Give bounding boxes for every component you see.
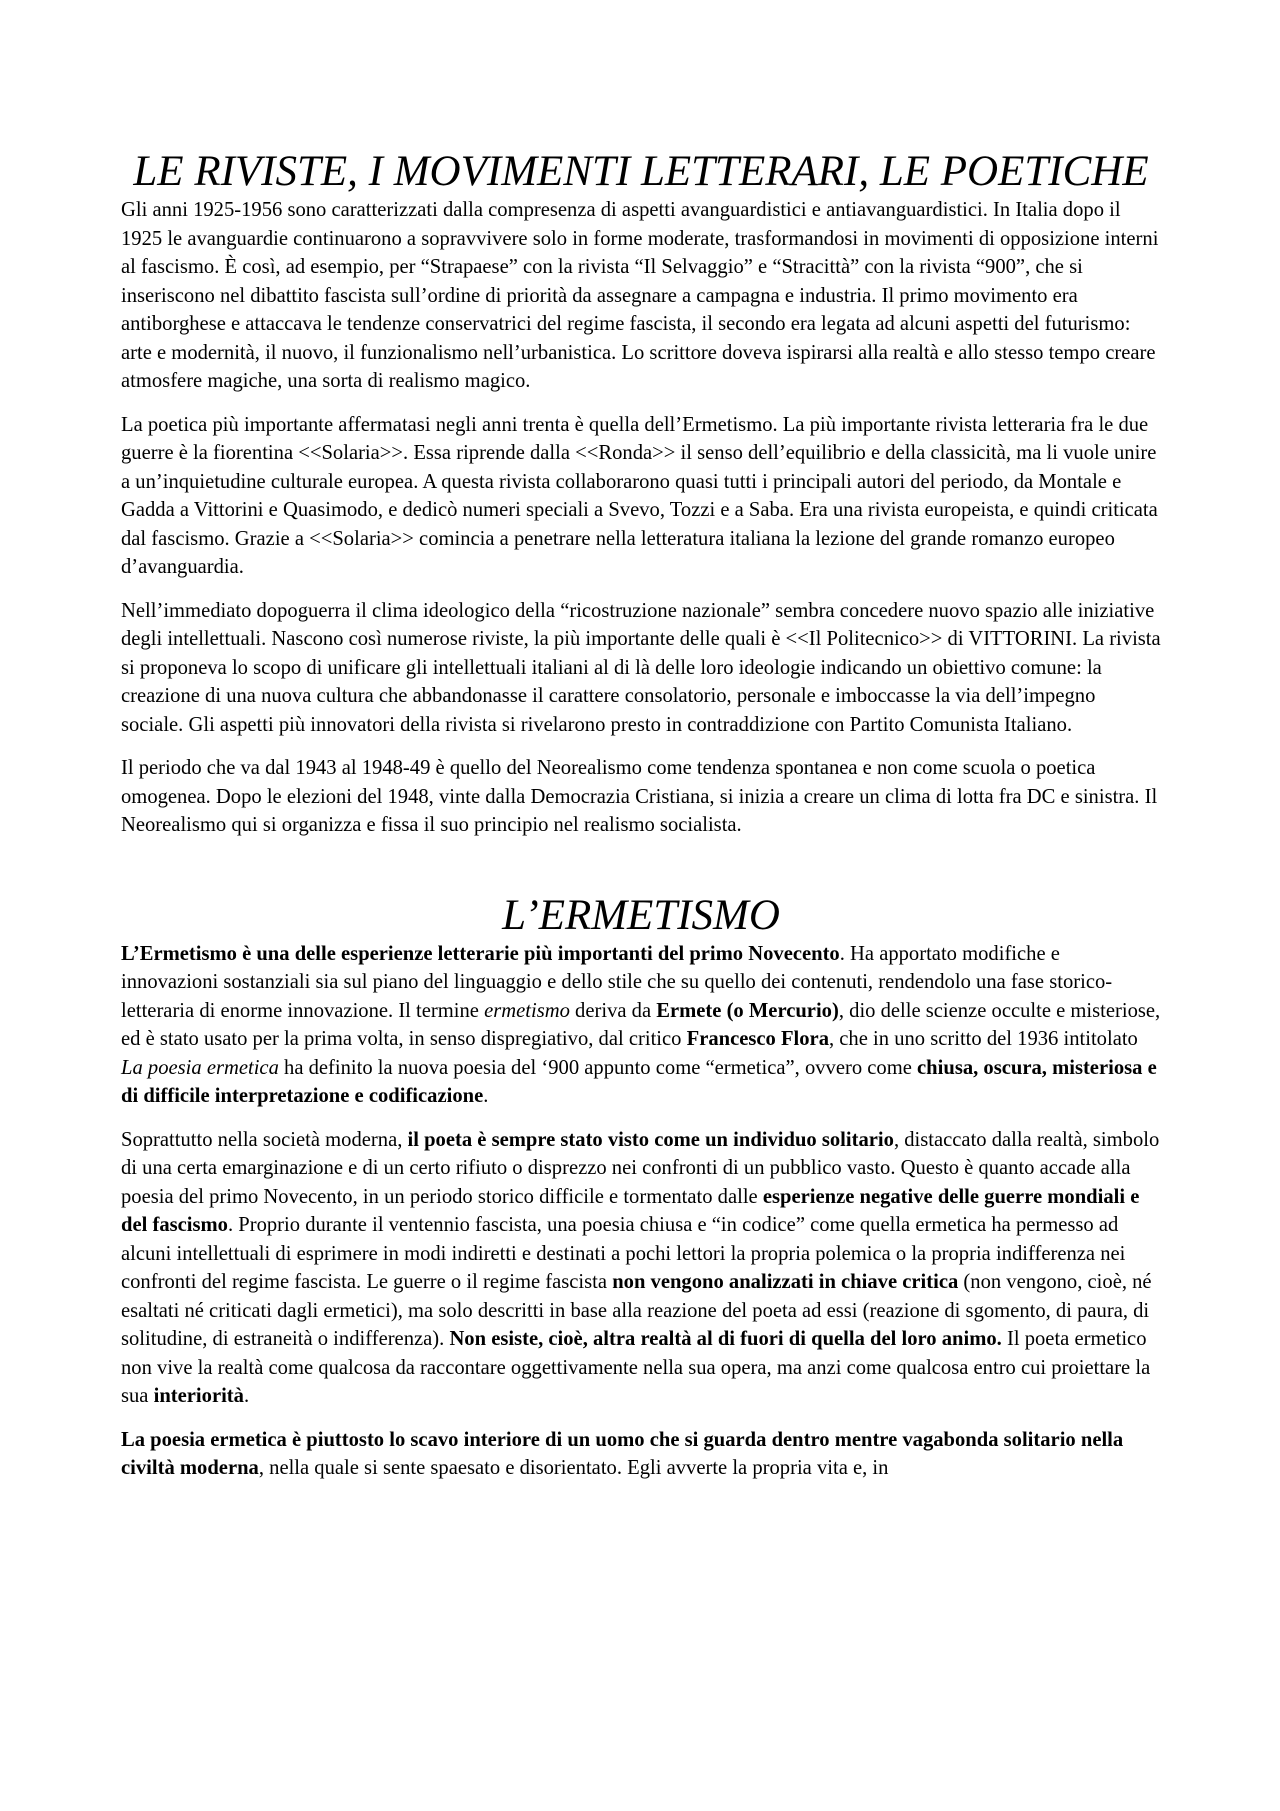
bold-text: La poesia ermetica è piuttosto lo scavo interiore di un uomo che si guarda dentro mentre vagabonda solitario nella civiltà moderna (121, 1428, 1124, 1479)
paragraph (121, 1126, 1161, 1411)
bold-text: L’Ermetismo è una delle esperienze letterarie più importanti del primo Novecento (121, 942, 840, 965)
document-page (121, 148, 1161, 1498)
text-run: , dio delle scienze occulte e misteriose, ed è stato usato per la prima volta, in senso dispregiativo, dal critico (121, 999, 1161, 1050)
text-run: (non vengono, cioè, né esaltati né criticati dagli ermetici), ma solo descritti in base alla reazione del poeta ad essi (reazione di sgomento, di paura, di solitudine, di estraneità o indifferenza). (121, 1271, 1152, 1350)
text-run: Soprattutto nella società moderna, (121, 1128, 408, 1151)
text-run: . Proprio durante il ventennio fascista, una poesia chiusa e “in codice” come quella ermetica ha permesso ad alcuni intellettuali di esprimere in modi indiretti e destinati a pochi lettori la propria polemica o la propria indifferenza nei confronti del regime fascista. Le guerre o il regime fascista (121, 1214, 1126, 1293)
text-run: Gli anni 1925-1956 sono caratterizzati dalla compresenza di aspetti avanguardistici e antiavanguardistici. In Italia dopo il 1925 le avanguardie continuarono a sopravvivere solo in forme moderate, trasformandosi in movimenti di opposizione interni al fascismo. È così, ad esempio, per “Strapaese” con la rivista “Il Selvaggio” e “Stracittà” con la rivista “900”, che si inseriscono nel dibattito fascista sull’ordine di priorità da assegnare a campagna e industria. Il primo movimento era antiborghese e attaccava le tendenze conservatrici del regime fascista, il secondo era legata ad alcuni aspetti del futurismo: arte e modernità, il nuovo, il funzionalismo nell’urbanistica. Lo scrittore doveva ispirarsi alla realtà e allo stesso tempo creare atmosfere magiche, una sorta di realismo magico. (121, 199, 1159, 392)
bold-text: interiorità (153, 1385, 244, 1407)
italic-text: ermetismo (484, 999, 570, 1022)
section-body-riviste (121, 196, 1161, 840)
section-title-ermetismo: L’ERMETISMO (502, 891, 780, 939)
paragraph (121, 940, 1161, 1111)
text-run: deriva da (569, 999, 657, 1022)
bold-text: Francesco Flora (686, 1028, 829, 1050)
text-run: , distaccato dalla realtà, simbolo di una certa emarginazione e di un certo rifiuto o disprezzo nei confronti di un pubblico vasto. Questo è quanto accade alla poesia del primo Novecento, in un periodo storico difficile e tormentato dalle (121, 1128, 1160, 1208)
bold-text: esperienze negative delle guerre mondiali e del fascismo (121, 1185, 1140, 1236)
paragraph (121, 196, 1161, 396)
text-run: . Ha apportato modifiche e innovazioni sostanziali sia sul piano del linguaggio e dello stile che su quello dei contenuti, rendendolo una fase storico-letteraria di enorme innovazione. Il termine (121, 942, 1113, 1022)
bold-text: non vengono analizzati in chiave critica (612, 1271, 959, 1293)
paragraph (121, 754, 1161, 840)
paragraph (121, 1426, 1161, 1483)
text-run: Nell’immediato dopoguerra il clima ideologico della “ricostruzione nazionale” sembra concedere nuovo spazio alle iniziative degli intellettuali. Nascono così numerose riviste, la più importante delle quali è <<Il Politecnico>> di VITTORINI. La rivista si proponeva lo scopo di unificare gli intellettuali italiani al di là delle loro ideologie indicando un obiettivo comune: la creazione di una nuova cultura che abbandonasse il carattere consolatorio, personale e imboccasse la via dell’impegno sociale. Gli aspetti più innovatori della rivista si rivelarono presto in contraddizione con Partito Comunista Italiano. (121, 599, 1161, 736)
bold-text: chiusa, oscura, misteriosa e di difficile interpretazione e codificazione (121, 1056, 1157, 1107)
paragraph (121, 411, 1161, 582)
section-body-ermetismo (121, 940, 1161, 1483)
text-run: . (243, 1385, 250, 1407)
text-run: . (483, 1085, 489, 1107)
section-title-riviste: LE RIVISTE, I MOVIMENTI LETTERARI, LE POETICHE (133, 148, 1149, 195)
bold-text: Ermete (o Mercurio) (656, 999, 839, 1022)
text-run: Il periodo che va dal 1943 al 1948-49 è quello del Neorealismo come tendenza spontanea e non come scuola o poetica omogenea. Dopo le elezioni del 1948, vinte dalla Democrazia Cristiana, si inizia a creare un clima di lotta fra DC e sinistra. Il Neorealismo qui si organizza e fissa il suo principio nel realismo socialista. (121, 757, 1158, 836)
text-run: , nella quale si sente spaesato e disorientato. Egli avverte la propria vita e, in (258, 1457, 889, 1479)
paragraph (121, 597, 1161, 740)
text-run: , che in uno scritto del 1936 intitolato (829, 1028, 1138, 1050)
text-run: Il poeta ermetico non vive la realtà come qualcosa da raccontare oggettivamente nella sua opera, ma anzi come qualcosa entro cui proiettare la sua (121, 1328, 1151, 1407)
italic-text: La poesia ermetica (121, 1056, 279, 1079)
text-run: ha definito la nuova poesia del ‘900 appunto come “ermetica”, ovvero come (278, 1056, 918, 1079)
text-run: La poetica più importante affermatasi negli anni trenta è quella dell’Ermetismo. La più importante rivista letteraria fra le due guerre è la fiorentina <<Solaria>>. Essa riprende dalla <<Ronda>> il senso dell’equilibrio e della classicità, ma li vuole unire a un’inquietudine culturale europea. A questa rivista collaborarono quasi tutti i principali autori del periodo, da Montale e Gadda a Vittorini e Quasimodo, e dedicò numeri speciali a Svevo, Tozzi e a Saba. Era una rivista europeista, e quindi criticata dal fascismo. Grazie a <<Solaria>> comincia a penetrare nella letteratura italiana la lezione del grande romanzo europeo d’avanguardia. (121, 413, 1158, 578)
bold-text: il poeta è sempre stato visto come un individuo solitario (407, 1128, 894, 1151)
bold-text: Non esiste, cioè, altra realtà al di fuori di quella del loro animo. (449, 1328, 1002, 1350)
